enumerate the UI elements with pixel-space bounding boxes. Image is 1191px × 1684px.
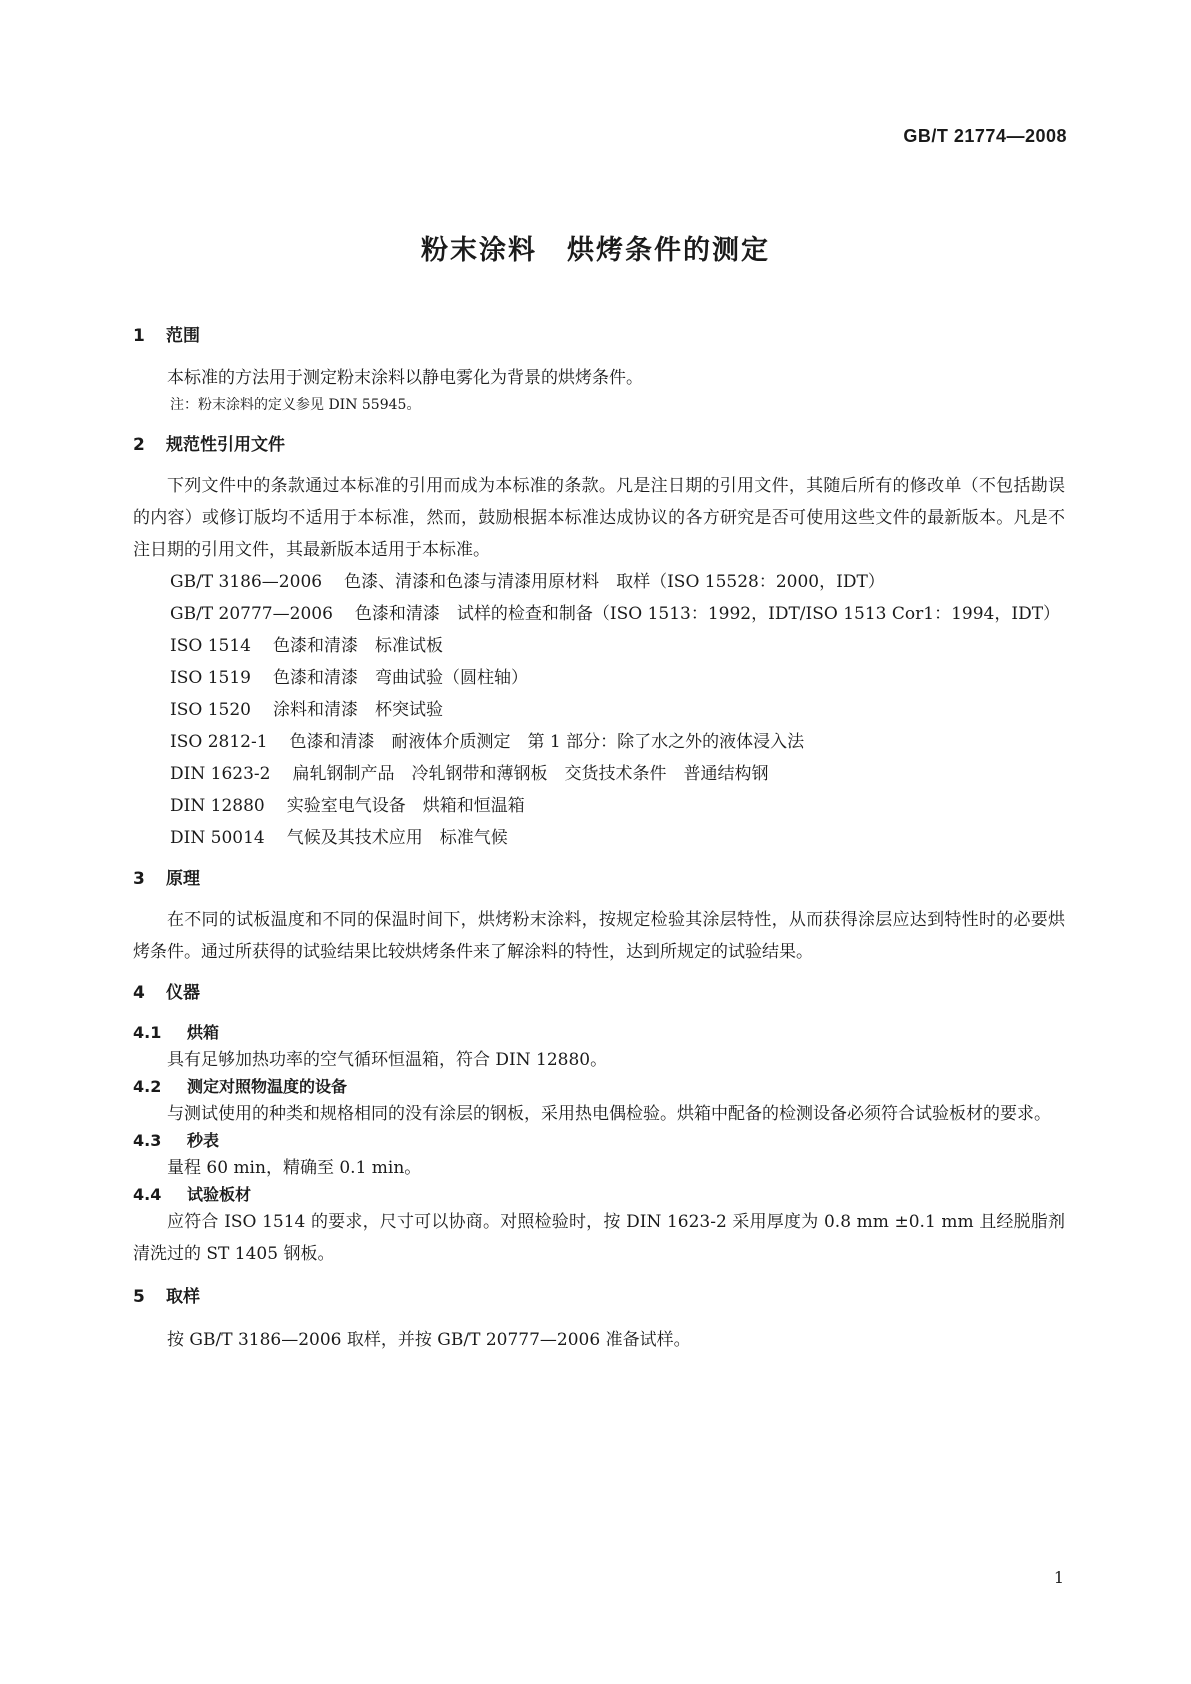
ref-text: 色漆和清漆 标准试板 xyxy=(272,636,443,656)
section-title: 原理 xyxy=(166,869,200,889)
section-1-heading xyxy=(133,325,1065,347)
reference-item xyxy=(133,758,1065,790)
subsection-4-4-paragraph: 应符合 ISO 1514 的要求，尺寸可以协商。对照检验时，按 DIN 1623-2 采用厚度为 0.8 mm ±0.1 mm 且经脱脂剂清洗过的 ST 1405 钢板。 xyxy=(133,1212,1065,1264)
ref-code: DIN 1623-2 xyxy=(170,764,271,784)
section-5-heading xyxy=(133,1286,1065,1308)
section-1-note: 注：粉末涂料的定义参见 DIN 55945。 xyxy=(170,397,421,413)
reference-item xyxy=(133,662,1065,694)
ref-code: GB/T 3186—2006 xyxy=(170,572,323,592)
subsection-4-3-heading xyxy=(133,1130,1065,1152)
ref-text: 扁轧钢制产品 冷轧钢带和薄钢板 交货技术条件 普通结构钢 xyxy=(292,764,769,784)
ref-text: 实验室电气设备 烘箱和恒温箱 xyxy=(286,796,525,816)
document-title xyxy=(0,228,1191,267)
ref-text: 涂料和清漆 杯突试验 xyxy=(272,700,443,720)
reference-item xyxy=(133,598,1065,630)
subsection-title: 烘箱 xyxy=(187,1023,220,1042)
section-number: 3 xyxy=(133,869,145,889)
page-number: 1 xyxy=(1053,1568,1064,1587)
section-2-heading xyxy=(133,434,1065,456)
ref-code: ISO 2812-1 xyxy=(170,732,268,752)
subsection-4-4-heading xyxy=(133,1184,1065,1206)
section-3-paragraph: 在不同的试板温度和不同的保温时间下，烘烤粉末涂料，按规定检验其涂层特性，从而获得涂层应达到特性时的必要烘烤条件。通过所获得的试验结果比较烘烤条件来了解涂料的特性，达到所规定的试验结果。 xyxy=(133,910,1065,962)
ref-code: DIN 12880 xyxy=(170,796,265,816)
reference-item xyxy=(133,822,1065,854)
title-part-1: 粉末涂料 xyxy=(421,235,537,266)
ref-text: 色漆和清漆 试样的检查和制备（ISO 1513：1992，IDT/ISO 1513 Cor1：1994，IDT） xyxy=(354,604,1061,624)
ref-code: GB/T 20777—2006 xyxy=(170,604,333,624)
ref-code: ISO 1514 xyxy=(170,636,251,656)
section-3-heading xyxy=(133,868,1065,890)
section-number: 5 xyxy=(133,1287,145,1307)
reference-item xyxy=(133,726,1065,758)
subsection-number: 4.2 xyxy=(133,1077,162,1096)
ref-text: 色漆、清漆和色漆与清漆用原材料 取样（ISO 15528：2000，IDT） xyxy=(344,572,885,592)
reference-item xyxy=(133,790,1065,822)
ref-code: ISO 1520 xyxy=(170,700,251,720)
subsection-4-3-paragraph: 量程 60 min，精确至 0.1 min。 xyxy=(167,1158,422,1178)
subsection-4-1-heading xyxy=(133,1022,1065,1044)
subsection-4-2-heading xyxy=(133,1076,1065,1098)
subsection-4-1-paragraph: 具有足够加热功率的空气循环恒温箱，符合 DIN 12880。 xyxy=(167,1050,608,1070)
section-number: 4 xyxy=(133,983,145,1003)
section-2-paragraph: 下列文件中的条款通过本标准的引用而成为本标准的条款。凡是注日期的引用文件，其随后所有的修改单（不包括勘误的内容）或修订版均不适用于本标准，然而，鼓励根据本标准达成协议的各方研究是否可使用这些文件的最新版本。凡是不注日期的引用文件，其最新版本适用于本标准。 xyxy=(133,476,1065,560)
standard-code: GB/T 21774—2008 xyxy=(903,126,1067,146)
section-number: 2 xyxy=(133,435,145,455)
subsection-4-2-paragraph: 与测试使用的种类和规格相同的没有涂层的钢板，采用热电偶检验。烘箱中配备的检测设备必须符合试验板材的要求。 xyxy=(167,1104,1051,1124)
section-1-paragraph: 本标准的方法用于测定粉末涂料以静电雾化为背景的烘烤条件。 xyxy=(167,368,643,388)
subsection-title: 秒表 xyxy=(187,1131,220,1150)
section-title: 范围 xyxy=(166,326,200,346)
ref-code: DIN 50014 xyxy=(170,828,265,848)
title-part-2: 烘烤条件的测定 xyxy=(567,235,770,266)
ref-text: 色漆和清漆 耐液体介质测定 第 1 部分：除了水之外的液体浸入法 xyxy=(289,732,805,752)
section-4-heading xyxy=(133,982,1065,1004)
ref-code: ISO 1519 xyxy=(170,668,251,688)
section-5-paragraph: 按 GB/T 3186—2006 取样，并按 GB/T 20777—2006 准备试样。 xyxy=(167,1330,691,1350)
reference-item xyxy=(133,694,1065,726)
section-number: 1 xyxy=(133,326,145,346)
reference-item xyxy=(133,566,1065,598)
document-body xyxy=(133,325,1065,1356)
subsection-number: 4.3 xyxy=(133,1131,162,1150)
subsection-title: 试验板材 xyxy=(187,1185,252,1204)
subsection-number: 4.1 xyxy=(133,1023,162,1042)
ref-text: 气候及其技术应用 标准气候 xyxy=(286,828,508,848)
ref-text: 色漆和清漆 弯曲试验（圆柱轴） xyxy=(272,668,528,688)
subsection-number: 4.4 xyxy=(133,1185,162,1204)
subsection-title: 测定对照物温度的设备 xyxy=(187,1077,348,1096)
reference-item xyxy=(133,630,1065,662)
section-title: 规范性引用文件 xyxy=(166,435,285,455)
section-title: 取样 xyxy=(166,1287,200,1307)
section-title: 仪器 xyxy=(166,983,200,1003)
